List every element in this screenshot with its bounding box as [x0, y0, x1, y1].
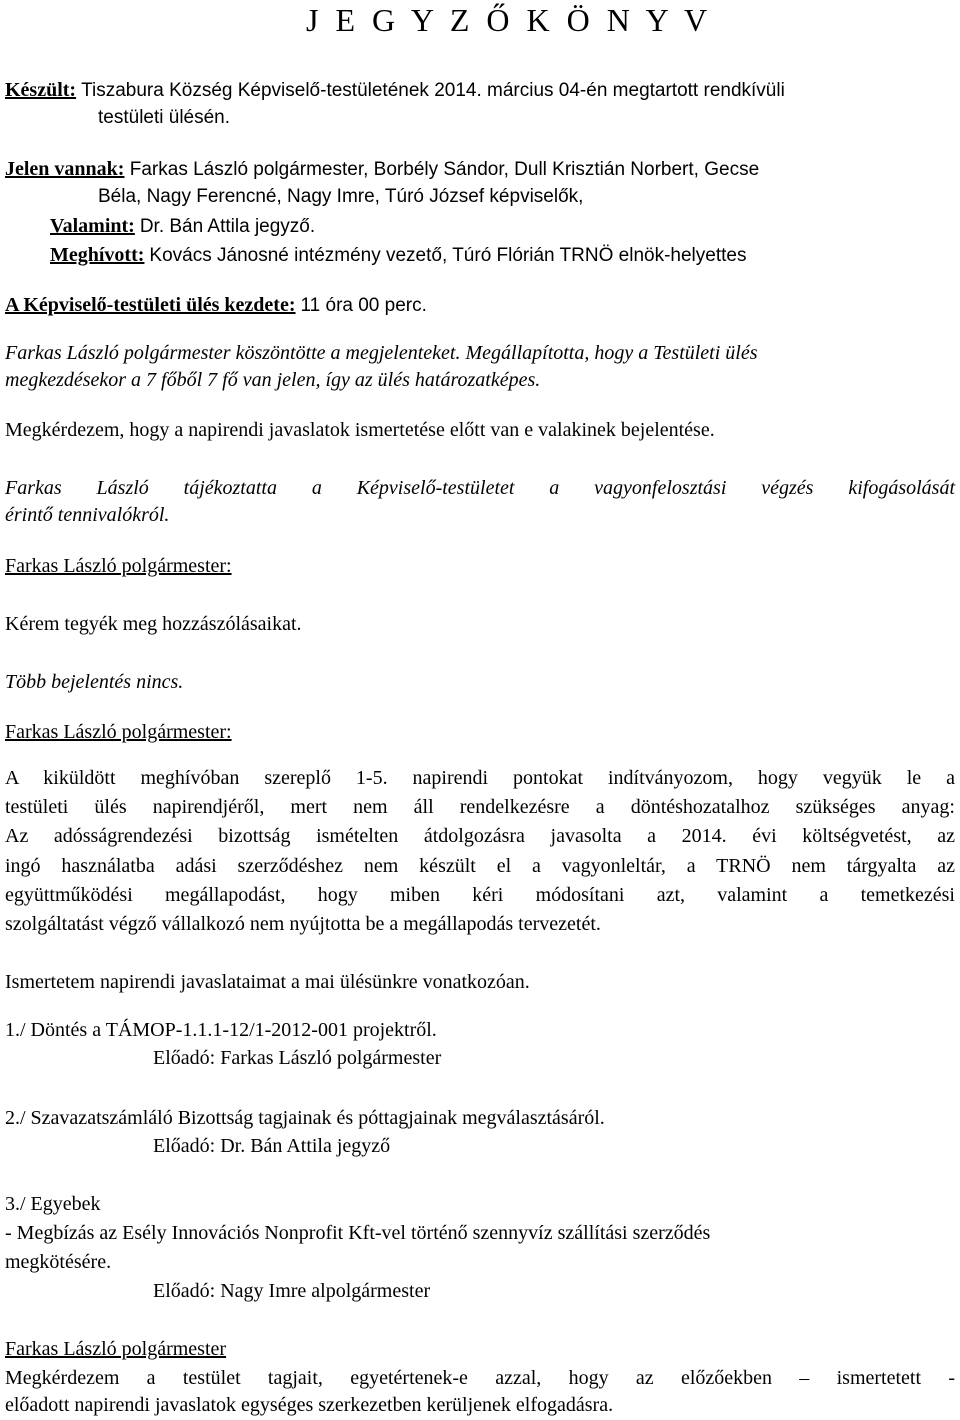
- kezdete-text: 11 óra 00 perc.: [300, 295, 427, 316]
- info-line-2: érintő tennivalókról.: [5, 504, 170, 526]
- keszult-label: Készült:: [5, 79, 77, 101]
- speaker-label-3: Farkas László polgármester: [5, 1338, 227, 1360]
- jelen-text-2: Béla, Nagy Ferencné, Nagy Imre, Túró József képviselők,: [98, 186, 584, 207]
- valamint-text: Dr. Bán Attila jegyző.: [139, 216, 316, 237]
- jelen-label: Jelen vannak:: [5, 158, 125, 180]
- motion-line-5: együttműködési megállapodást, hogy miben kéri módosítani azt, valamint a temetkezési: [5, 884, 955, 906]
- meghivott-text: Kovács Jánosné intézmény vezető, Túró Flórián TRNÖ elnök-helyettes: [149, 245, 747, 266]
- kezdete-label: A Képviselő-testületi ülés kezdete:: [5, 294, 296, 316]
- meghivott-label: Meghívott:: [50, 244, 145, 266]
- meghivott-line: [50, 243, 746, 268]
- greeting-line-1: Farkas László polgármester köszöntötte a megjelenteket. Megállapította, hogy a Testületi ülés: [5, 342, 758, 364]
- agenda-sub-line-1: - Megbízás az Esély Innovációs Nonprofit Kft-vel történő szennyvíz szállítási szerződés: [5, 1222, 711, 1244]
- closing-line-1: Megkérdezem a testület tagjait, egyetértenek-e azzal, hogy az előzőekben – ismertetett -: [5, 1367, 955, 1389]
- jelen-line: [5, 157, 759, 182]
- agenda-sub-line-2: megkötésére.: [5, 1251, 112, 1273]
- no-more-paragraph: Több bejelentés nincs.: [5, 671, 184, 693]
- request-paragraph: Kérem tegyék meg hozzászólásaikat.: [5, 613, 302, 635]
- info-line-1: Farkas László tájékoztatta a Képviselő-testületet a vagyonfelosztási végzés kifogásolását: [5, 477, 955, 499]
- agenda-item-2: 2./ Szavazatszámláló Bizottság tagjainak és póttagjainak megválasztásáról.: [5, 1107, 605, 1129]
- speaker-label-1: Farkas László polgármester:: [5, 555, 232, 577]
- greeting-line-2: megkezdésekor a 7 főből 7 fő van jelen, így az ülés határozatképes.: [5, 369, 541, 391]
- agenda-item-1: 1./ Döntés a TÁMOP-1.1.1-12/1-2012-001 projektről.: [5, 1019, 437, 1041]
- kezdete-line: [5, 293, 427, 318]
- closing-line-2: előadott napirendi javaslatok egységes szerkezetben kerüljenek elfogadásra.: [5, 1394, 614, 1416]
- keszult-text: Tiszabura Község Képviselő-testületének 2014. március 04-én megtartott rendkívüli: [81, 80, 785, 101]
- agenda-item-3: 3./ Egyebek: [5, 1193, 101, 1215]
- keszult-line: [5, 78, 785, 103]
- agenda-presenter-1: Előadó: Farkas László polgármester: [153, 1047, 442, 1069]
- agenda-presenter-3: Előadó: Nagy Imre alpolgármester: [153, 1280, 431, 1302]
- keszult-text-2: testületi ülésén.: [98, 107, 231, 128]
- motion-line-4: ingó használatba adási szerződéshez nem készült el a vagyonleltár, a TRNÖ nem tárgyalta az: [5, 855, 955, 877]
- motion-line-1: A kiküldött meghívóban szereplő 1-5. napirendi pontokat indítványozom, hogy vegyük le a: [5, 767, 955, 789]
- speaker-label-2: Farkas László polgármester:: [5, 721, 232, 743]
- motion-line-2: testületi ülés napirendjéről, mert nem áll rendelkezésre a döntéshozatalhoz szükséges anyag:: [5, 796, 955, 818]
- motion-line-3: Az adósságrendezési bizottság ismételten átdolgozásra javasolta a 2014. évi költségvetést, az: [5, 825, 955, 847]
- question-paragraph: Megkérdezem, hogy a napirendi javaslatok ismertetése előtt van e valakinek bejelentése.: [5, 419, 715, 441]
- agenda-presenter-2: Előadó: Dr. Bán Attila jegyző: [153, 1135, 391, 1157]
- agenda-intro: Ismertetem napirendi javaslataimat a mai ülésünkre vonatkozóan.: [5, 971, 530, 993]
- document-title: J E G Y Z Ő K Ö N Y V: [306, 2, 712, 38]
- jelen-text: Farkas László polgármester, Borbély Sándor, Dull Krisztián Norbert, Gecse: [124, 159, 760, 180]
- valamint-line: [50, 214, 315, 239]
- motion-line-6: szolgáltatást végző vállalkozó nem nyújtotta be a megállapodás tervezetét.: [5, 913, 601, 935]
- valamint-label: Valamint:: [50, 215, 135, 237]
